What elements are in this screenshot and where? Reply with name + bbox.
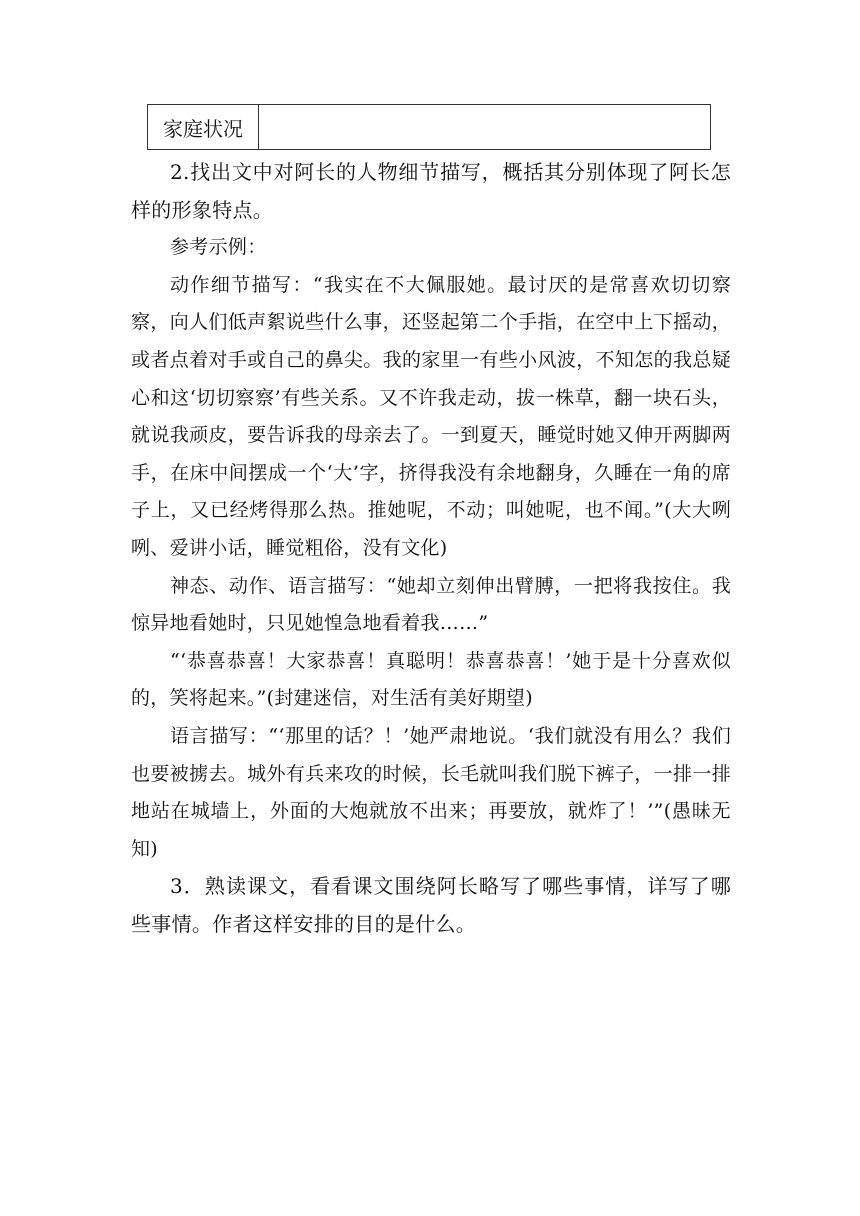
question-3: 3．熟读课文，看看课文围绕阿长略写了哪些事情，详写了哪些事情。作者这样安排的目的是什么。 — [131, 874, 731, 936]
example-speech: 语言描写：“‘那里的话？！’她严肃地说。‘我们就没有用么？我们也要被掳去。城外有兵来攻的时候，长毛就叫我们脱下裤子，一排一排地站在城墙上，外面的大炮就放不出来；再要放，就炸了！’”(愚昧无知) — [131, 724, 731, 860]
document-body — [131, 154, 731, 943]
example-action-detail: 动作细节描写：“我实在不大佩服她。最讨厌的是常喜欢切切察察，向人们低声絮说些什么事，还竖起第二个手指，在空中上下摇动，或者点着对手或自己的鼻尖。我的家里一有些小风波，不知怎的我总疑心和这‘切切察察’有些关系。又不许我走动，拔一株草，翻一块石头，就说我顽皮，要告诉我的母亲去了。一到夏天，睡觉时她又伸开两脚两手，在床中间摆成一个‘大’字，挤得我没有余地翻身，久睡在一角的席子上，又已经烤得那么热。推她呢，不动；叫她呢，也不闻。”(大大咧咧、爱讲小话，睡觉粗俗，没有文化) — [131, 273, 731, 559]
example-expression-action-speech: 神态、动作、语言描写：“她却立刻伸出臂膊，一把将我按住。我惊异地看她时，只见她惶急地看着我……” — [131, 574, 731, 635]
reference-heading: 参考示例： — [170, 236, 267, 259]
info-table — [147, 104, 711, 150]
question-2: 2.找出文中对阿长的人物细节描写，概括其分别体现了阿长怎样的形象特点。 — [131, 160, 731, 222]
table-label-cell: 家庭状况 — [148, 105, 259, 150]
example-congratulations: “‘恭喜恭喜！大家恭喜！真聪明！恭喜恭喜！’她于是十分喜欢似的，笑将起来。”(封建迷信，对生活有美好期望) — [131, 649, 731, 710]
table-value-cell — [259, 105, 711, 150]
table-row — [148, 105, 711, 150]
